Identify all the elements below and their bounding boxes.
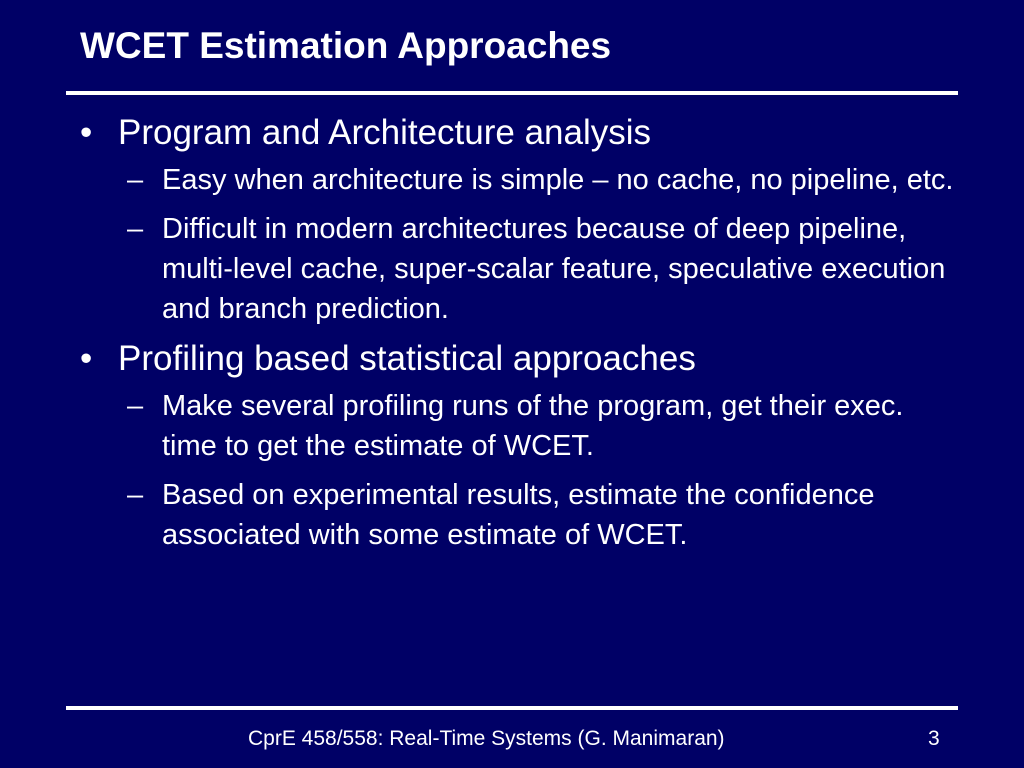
sub-text: Easy when architecture is simple – no cache, no pipeline, etc. [162, 164, 954, 196]
bullet-text: Profiling based statistical approaches [118, 339, 696, 378]
bullet-text: Program and Architecture analysis [118, 113, 652, 152]
bullet-item [80, 112, 960, 154]
sub-list [80, 160, 960, 329]
sub-item [80, 386, 960, 466]
sub-item [80, 475, 960, 555]
slide-footer [0, 724, 1024, 754]
sub-item [80, 160, 960, 200]
footer-course-label: CprE 458/558: Real-Time Systems (G. Manimaran) [248, 727, 725, 750]
sub-text: Make several profiling runs of the program, get their exec. time to get the estimate of WCET. [162, 390, 904, 462]
sub-dash: – [127, 390, 144, 422]
sub-dash: – [127, 164, 144, 196]
sub-text: Based on experimental results, estimate the confidence associated with some estimate of WCET. [162, 479, 875, 551]
bullet-dot: • [80, 339, 93, 378]
sub-text: Difficult in modern architectures because of deep pipeline, multi-level cache, super-scalar feature, speculative execution and branch prediction. [162, 213, 946, 325]
bullet-item [80, 338, 960, 380]
footer-divider [66, 706, 958, 710]
slide-content [80, 112, 960, 564]
sub-list [80, 386, 960, 555]
page-number: 3 [928, 727, 940, 750]
sub-dash: – [127, 213, 144, 245]
bullet-dot: • [80, 113, 93, 152]
sub-dash: – [127, 479, 144, 511]
title-divider [66, 91, 958, 95]
slide-title: WCET Estimation Approaches [80, 25, 612, 66]
sub-item [80, 209, 960, 329]
